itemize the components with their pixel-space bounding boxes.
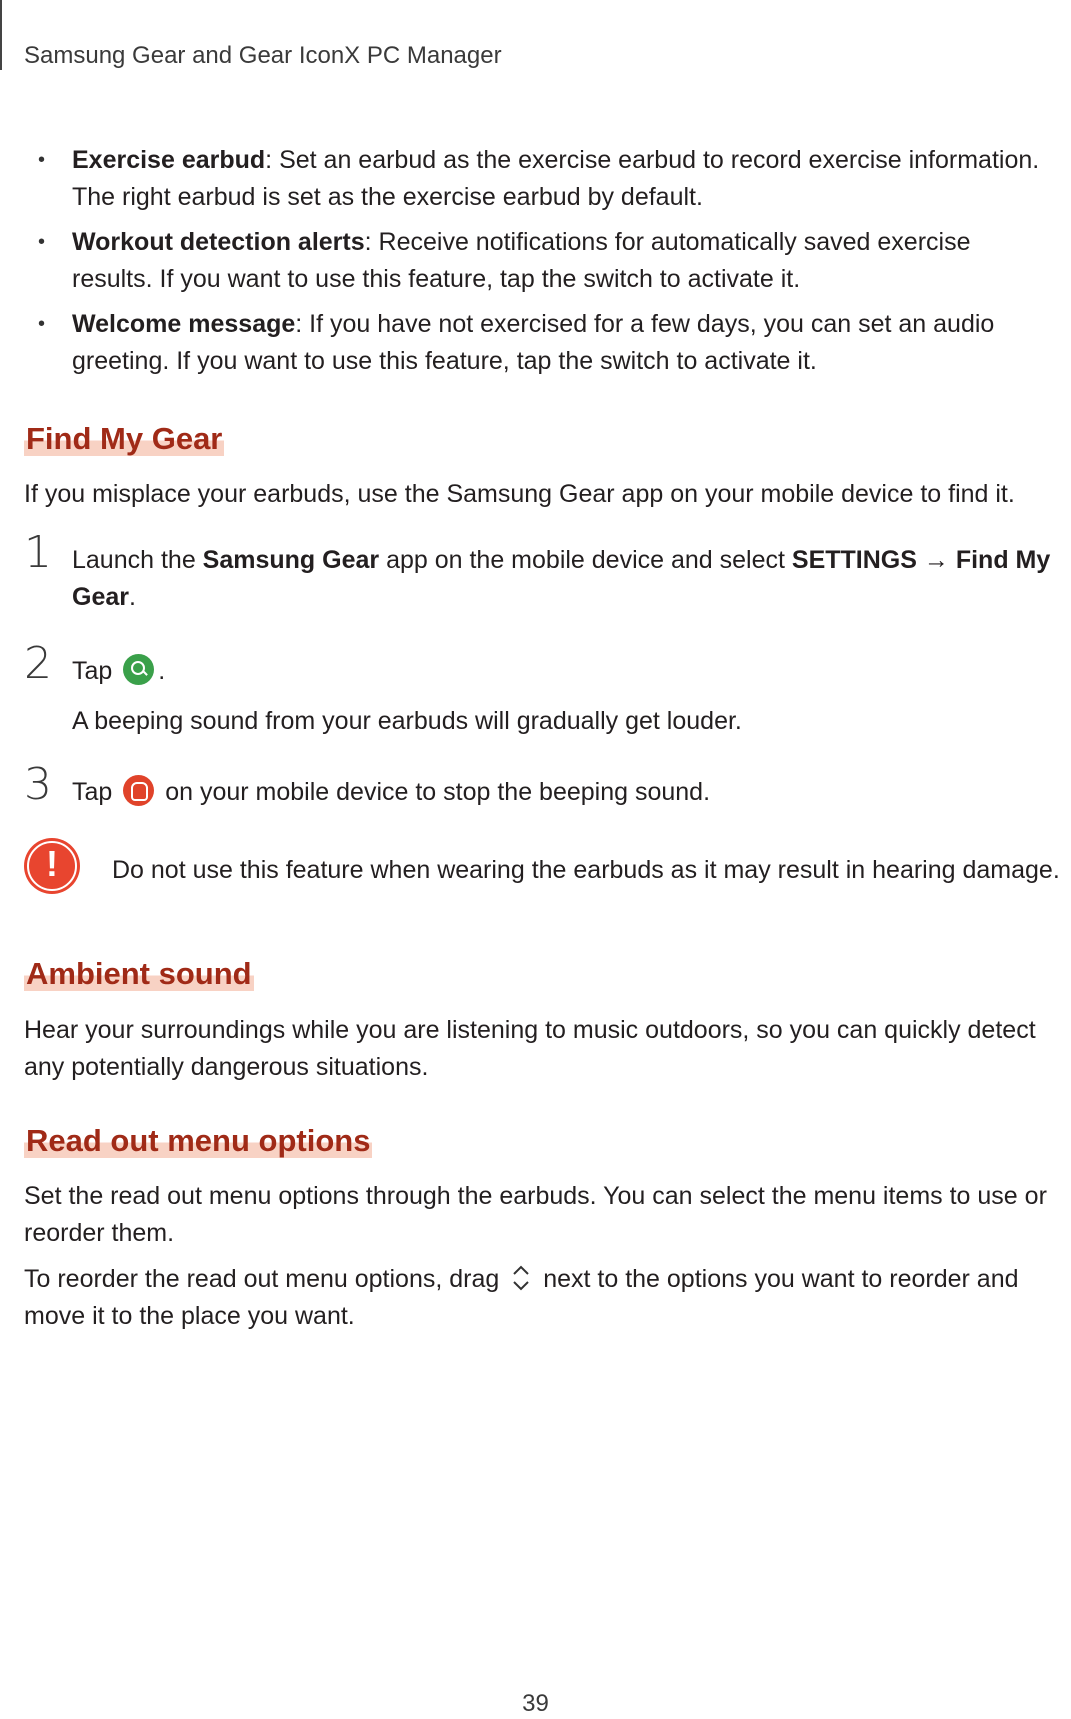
settings-bullet-list <box>0 142 1071 388</box>
step-number: 1 <box>24 527 52 578</box>
running-head: Samsung Gear and Gear IconX PC Manager <box>24 42 502 69</box>
bullet-term: Welcome message <box>72 310 296 338</box>
heading-find-my-gear: Find My Gear <box>26 421 223 456</box>
bullet-workout-detection <box>0 224 1071 298</box>
bullet-welcome-message <box>0 306 1071 380</box>
bullet-text: : If you have not exercised for a few days, you can set an audio greeting. If you want to use this feature, tap the switch to activate it. <box>72 310 995 375</box>
search-icon <box>123 654 154 685</box>
step-text: Tap on your mobile device to stop the beeping sound. <box>72 774 1057 811</box>
bullet-dot: • <box>38 313 46 335</box>
bullet-term: Exercise earbud <box>72 146 266 174</box>
header-rule <box>0 0 2 70</box>
bullet-term: Workout detection alerts <box>72 228 365 256</box>
bullet-text: : Receive notifications for automatically saved exercise results. If you want to use this feature, tap the switch to activate it. <box>72 228 971 293</box>
find-my-gear-intro: If you misplace your earbuds, use the Samsung Gear app on your mobile device to find it. <box>24 480 1015 508</box>
step-text: Launch the Samsung Gear app on the mobile device and select SETTINGS → Find My Gear. <box>72 546 1051 611</box>
read-out-text-1: Set the read out menu options through the earbuds. You can select the menu items to use or reorder them. <box>24 1182 1047 1247</box>
heading-ambient-sound: Ambient sound <box>26 956 252 991</box>
step-number: 3 <box>24 759 52 810</box>
heading-read-out-menu-options: Read out menu options <box>26 1123 371 1158</box>
ambient-sound-text: Hear your surroundings while you are listening to music outdoors, so you can quickly detect any potentially dangerous situations. <box>24 1016 1036 1081</box>
step-number: 2 <box>24 638 52 689</box>
read-out-text-2: To reorder the read out menu options, drag next to the options you want to reorder and move it to the place you want. <box>24 1265 1019 1330</box>
caution-icon: ! <box>24 838 80 894</box>
bullet-text: : Set an earbud as the exercise earbud to record exercise information. The right earbud is set as the exercise earbud by default. <box>72 146 1040 211</box>
stop-icon <box>123 775 154 806</box>
bullet-dot: • <box>38 149 46 171</box>
step-subtext: A beeping sound from your earbuds will gradually get louder. <box>72 707 742 735</box>
caution-text: Do not use this feature when wearing the earbuds as it may result in hearing damage. <box>112 856 1060 884</box>
page-number: 39 <box>522 1690 549 1717</box>
step-text: Tap . <box>72 653 1057 690</box>
bullet-exercise-earbud <box>0 142 1071 216</box>
reorder-drag-icon <box>510 1263 532 1293</box>
bullet-dot: • <box>38 231 46 253</box>
